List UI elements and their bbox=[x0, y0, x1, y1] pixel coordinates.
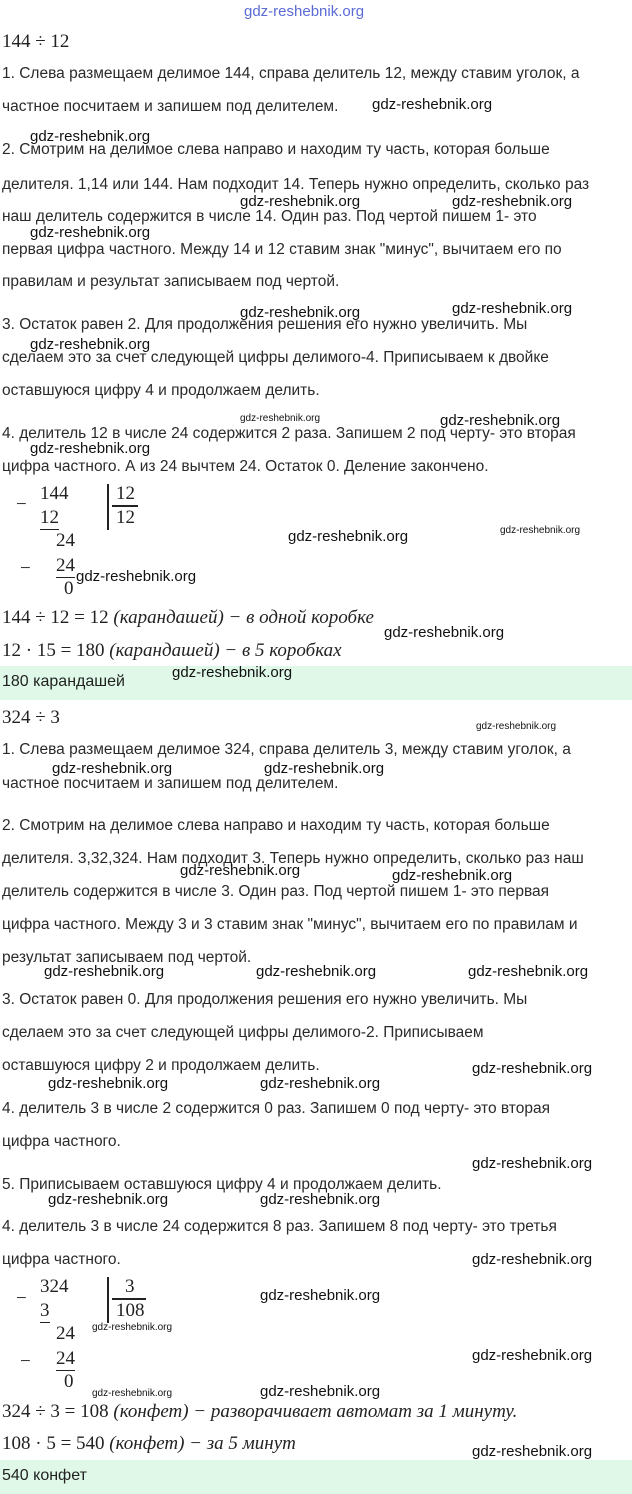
equation-value: 12 · 15 = 180 bbox=[2, 640, 105, 661]
dividend: 144 bbox=[40, 483, 69, 504]
task2-step-line: 1. Слева размещаем делимое 324, справа делитель 3, между ставим уголок, а bbox=[2, 741, 571, 758]
division-corner bbox=[107, 484, 109, 530]
watermark: gdz-reshebnik.org bbox=[472, 1347, 593, 1364]
task1-step-line: 4. делитель 12 в числе 24 содержится 2 раза. Запишем 2 под черту- это вторая bbox=[2, 425, 576, 442]
subtrahend-1: 3 bbox=[40, 1300, 50, 1321]
equation-value: 324 ÷ 3 = 108 bbox=[2, 1401, 109, 1422]
equation-unit: (конфет) − bbox=[113, 1401, 207, 1422]
task1-step-line: оставшуюся цифру 4 и продолжаем делить. bbox=[2, 382, 320, 399]
watermark: gdz-reshebnik.org bbox=[30, 440, 151, 457]
task2-step-line: сделаем это за счет следующей цифры делимого-2. Приписываем bbox=[2, 1024, 484, 1041]
task2-step-line: 5. Приписываем оставшуюся цифру 4 и продолжаем делить. bbox=[2, 1176, 442, 1193]
subtrahend-1: 12 bbox=[40, 507, 59, 528]
watermark: gdz-reshebnik.org bbox=[30, 128, 151, 145]
equation-note: разворачивает автомат за 1 минуту. bbox=[210, 1401, 518, 1422]
watermark: gdz-reshebnik.org bbox=[44, 963, 165, 980]
watermark: gdz-reshebnik.org bbox=[172, 664, 293, 681]
task2-step-line: делителя. 3,32,324. Нам подходит 3. Теперь нужно определить, сколько раз наш bbox=[2, 850, 584, 867]
divisor: 3 bbox=[125, 1276, 135, 1297]
minus-sign: − bbox=[20, 1351, 31, 1372]
task1-step-line: 3. Остаток равен 2. Для продолжения решения его нужно увеличить. Мы bbox=[2, 316, 528, 333]
task2-step-line: оставшуюся цифру 2 и продолжаем делить. bbox=[2, 1057, 320, 1074]
remainder-1: 24 bbox=[56, 1323, 75, 1344]
watermark: gdz-reshebnik.org bbox=[260, 1383, 381, 1400]
task1-step-line: 1. Слева размещаем делимое 144, справа делитель 12, между ставим уголок, а bbox=[2, 65, 580, 82]
task2-step-line: цифра частного. bbox=[2, 1251, 121, 1268]
task2-step-line: цифра частного. bbox=[2, 1133, 121, 1150]
task2-expression: 324 ÷ 3 bbox=[2, 707, 60, 728]
minus-sign: − bbox=[16, 1288, 27, 1309]
watermark: gdz-reshebnik.org bbox=[92, 1322, 173, 1333]
task1-equation-2 bbox=[2, 640, 342, 662]
task1-step-line: сделаем это за счет следующей цифры делимого-4. Приписываем к двойке bbox=[2, 349, 549, 366]
watermark: gdz-reshebnik.org bbox=[472, 1251, 593, 1268]
task2-step-line: 4. делитель 3 в числе 24 содержится 8 раз. Запишем 8 под черту- это третья bbox=[2, 1218, 557, 1235]
watermark: gdz-reshebnik.org bbox=[48, 1075, 169, 1092]
dividend: 324 bbox=[40, 1276, 69, 1297]
task1-step-line: первая цифра частного. Между 14 и 12 ставим знак "минус", вычитаем его по bbox=[2, 241, 562, 258]
watermark: gdz-reshebnik.org bbox=[472, 1443, 593, 1460]
task2-step-line: 2. Смотрим на делимое слева направо и находим ту часть, которая больше bbox=[2, 817, 550, 834]
task2-step-line: частное посчитаем и запишем под делителем. bbox=[2, 775, 339, 792]
equation-note: в одной коробке bbox=[246, 607, 374, 628]
watermark: gdz-reshebnik.org bbox=[240, 193, 361, 210]
watermark: gdz-reshebnik.org bbox=[76, 568, 197, 585]
watermark: gdz-reshebnik.org bbox=[288, 528, 409, 545]
task1-step-line: 2. Смотрим на делимое слева направо и находим ту часть, которая больше bbox=[2, 141, 550, 158]
division-corner bbox=[107, 1277, 109, 1323]
minus-sign: − bbox=[16, 494, 27, 515]
task1-answer-box bbox=[0, 666, 632, 700]
quotient: 108 bbox=[116, 1300, 145, 1321]
watermark: gdz-reshebnik.org bbox=[372, 96, 493, 113]
watermark: gdz-reshebnik.org bbox=[264, 760, 385, 777]
watermark: gdz-reshebnik.org bbox=[476, 721, 557, 732]
watermark: gdz-reshebnik.org bbox=[48, 1191, 169, 1208]
watermark: gdz-reshebnik.org bbox=[468, 963, 589, 980]
task2-answer: 540 конфет bbox=[2, 1467, 87, 1484]
watermark: gdz-reshebnik.org bbox=[384, 624, 505, 641]
equation-unit: (конфет) − bbox=[109, 1433, 203, 1454]
task2-step-line: цифра частного. Между 3 и 3 ставим знак "минус", вычитаем его по правилам и bbox=[2, 916, 578, 933]
watermark: gdz-reshebnik.org bbox=[240, 304, 361, 321]
watermark: gdz-reshebnik.org bbox=[452, 300, 573, 317]
watermark: gdz-reshebnik.org bbox=[92, 1388, 173, 1399]
equation-value: 108 · 5 = 540 bbox=[2, 1433, 105, 1454]
watermark: gdz-reshebnik.org bbox=[392, 867, 513, 884]
task1-step-line: цифра частного. А из 24 вычтем 24. Остаток 0. Деление закончено. bbox=[2, 458, 489, 475]
equation-unit: (карандашей) − bbox=[113, 607, 242, 628]
quotient: 12 bbox=[116, 507, 135, 528]
task1-equation-1 bbox=[2, 607, 374, 629]
watermark: gdz-reshebnik.org bbox=[256, 963, 377, 980]
watermark: gdz-reshebnik.org bbox=[180, 862, 301, 879]
equation-note: за 5 минут bbox=[206, 1433, 296, 1454]
watermark: gdz-reshebnik.org bbox=[52, 760, 173, 777]
watermark: gdz-reshebnik.org bbox=[500, 525, 581, 536]
task1-expression: 144 ÷ 12 bbox=[2, 31, 70, 52]
task2-equation-2 bbox=[2, 1433, 296, 1455]
task2-answer-box bbox=[0, 1460, 632, 1494]
task2-step-line: 4. делитель 3 в числе 2 содержится 0 раз. Запишем 0 под черту- это вторая bbox=[2, 1100, 550, 1117]
equation-note: в 5 коробках bbox=[242, 640, 342, 661]
task2-step-line: 3. Остаток равен 0. Для продолжения решения его нужно увеличить. Мы bbox=[2, 991, 528, 1008]
equation-value: 144 ÷ 12 = 12 bbox=[2, 607, 109, 628]
remainder-1: 24 bbox=[56, 530, 75, 551]
watermark: gdz-reshebnik.org bbox=[240, 413, 321, 424]
task1-step-line: частное посчитаем и запишем под делителем. bbox=[2, 98, 339, 115]
watermark: gdz-reshebnik.org bbox=[260, 1191, 381, 1208]
subtrahend-2: 24 bbox=[56, 555, 75, 576]
minus-sign: − bbox=[20, 558, 31, 579]
watermark: gdz-reshebnik.org bbox=[440, 412, 561, 429]
subtrahend-2: 24 bbox=[56, 1348, 75, 1369]
watermark: gdz-reshebnik.org bbox=[472, 1060, 593, 1077]
watermark: gdz-reshebnik.org bbox=[260, 1075, 381, 1092]
watermark: gdz-reshebnik.org bbox=[30, 224, 151, 241]
remainder-2: 0 bbox=[64, 578, 74, 599]
task2-step-line: результат записываем под чертой. bbox=[2, 949, 252, 966]
task1-step-line: делителя. 1,14 или 144. Нам подходит 14. Теперь нужно определить, сколько раз bbox=[2, 176, 590, 193]
task2-step-line: делитель содержится в числе 3. Один раз. Под чертой пишем 1- это первая bbox=[2, 883, 550, 900]
task2-equation-1 bbox=[2, 1401, 517, 1423]
divisor: 12 bbox=[116, 483, 135, 504]
watermark: gdz-reshebnik.org bbox=[260, 1287, 381, 1304]
watermark-top: gdz-reshebnik.org bbox=[244, 3, 365, 20]
task1-answer: 180 карандашей bbox=[2, 673, 125, 690]
watermark: gdz-reshebnik.org bbox=[452, 193, 573, 210]
watermark: gdz-reshebnik.org bbox=[472, 1155, 593, 1172]
watermark: gdz-reshebnik.org bbox=[30, 336, 151, 353]
task1-step-line: наш делитель содержится в числе 14. Один раз. Под чертой пишем 1- это bbox=[2, 208, 537, 225]
task1-step-line: правилам и результат записываем под чертой. bbox=[2, 273, 340, 290]
remainder-2: 0 bbox=[64, 1371, 74, 1392]
equation-unit: (карандашей) − bbox=[109, 640, 238, 661]
